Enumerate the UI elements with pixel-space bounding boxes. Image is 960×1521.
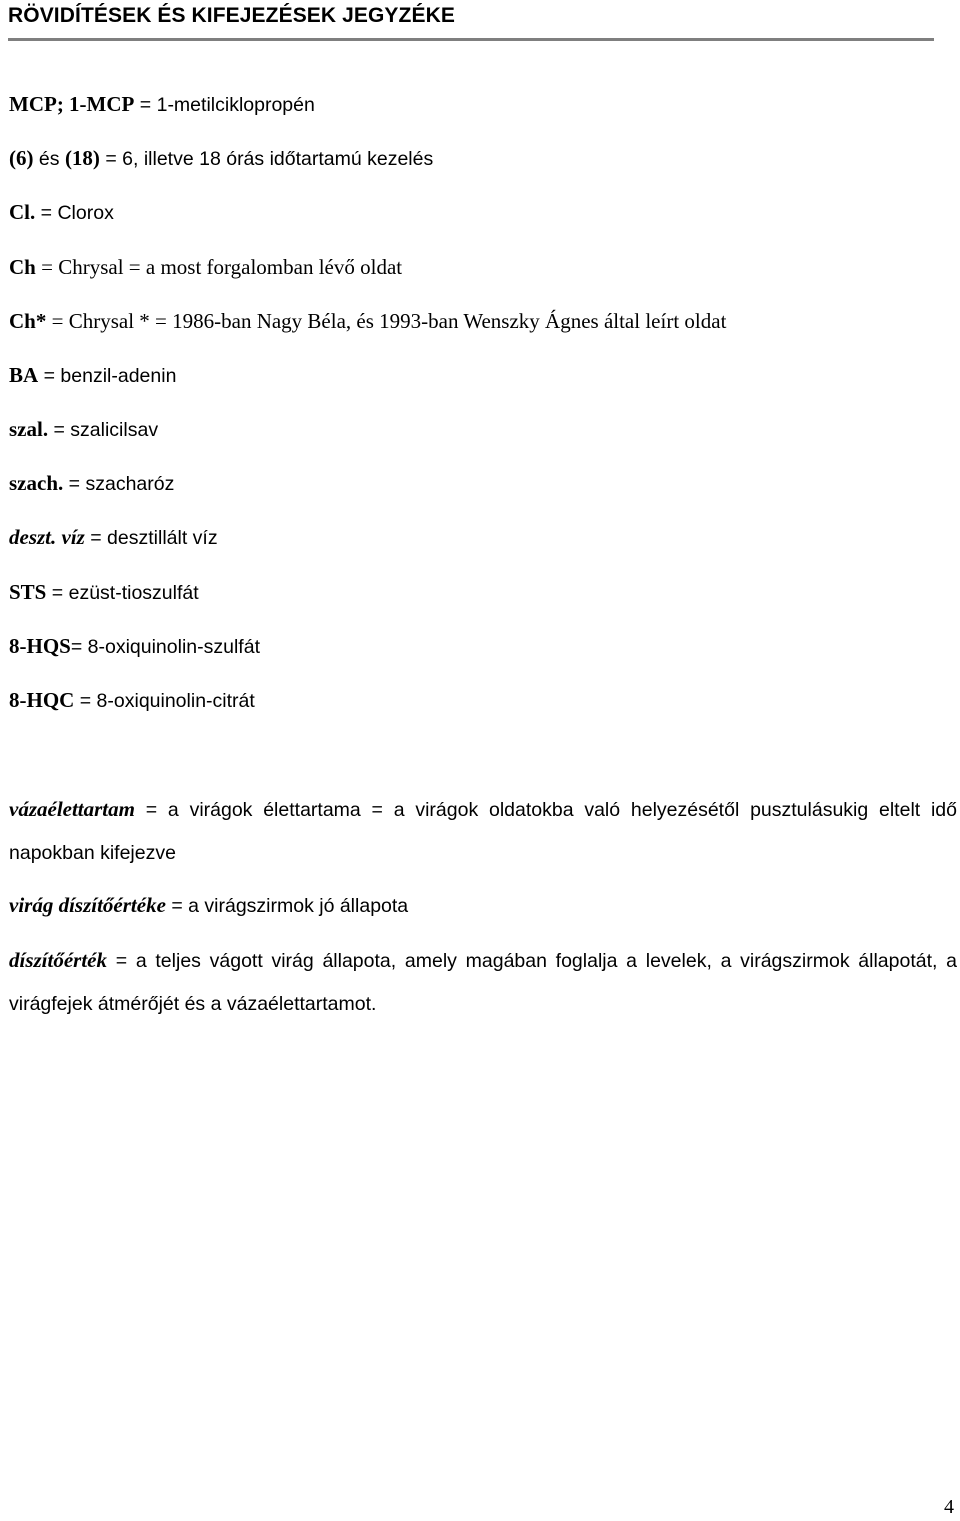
abbreviation-definition: = desztillált víz bbox=[84, 527, 218, 549]
term-definition: = a virágok élettartama = a virágok oldatokba való helyezésétől pusztulásukig eltelt idő napokban kifejezve bbox=[9, 799, 957, 864]
abbreviation-entry-sts bbox=[9, 580, 199, 605]
abbreviation-definition: = 1-metilciklopropén bbox=[134, 94, 315, 116]
abbreviation: deszt. víz bbox=[9, 525, 85, 549]
abbreviation-second: (18) bbox=[64, 146, 100, 170]
term-definition: = a virágszirmok jó állapota bbox=[165, 895, 409, 917]
term-definition-virag-diszitoerteke bbox=[9, 884, 957, 927]
abbreviation-definition: = szalicilsav bbox=[48, 419, 159, 441]
abbreviation-entry-mcp bbox=[9, 92, 315, 117]
abbreviation-entry-chrysal-star bbox=[9, 309, 726, 333]
page-number: 4 bbox=[944, 1496, 954, 1518]
abbreviation-definition: = benzil-adenin bbox=[38, 365, 177, 387]
abbreviation-definition: = 8-oxiquinolin-szulfát bbox=[70, 636, 260, 658]
abbreviation-definition: = 8-oxiquinolin-citrát bbox=[74, 690, 255, 712]
term-definition: = a teljes vágott virág állapota, amely magában foglalja a levelek, a virágszirmok állapotát, a virágfejek átmérőjét és a vázaélettartamot. bbox=[9, 950, 957, 1015]
abbreviation-entry-clorox bbox=[9, 200, 114, 225]
abbreviation-definition: = Clorox bbox=[35, 202, 114, 224]
abbreviation-entry-szal bbox=[9, 417, 158, 442]
abbreviation: MCP; 1-MCP bbox=[9, 92, 135, 116]
abbreviation: 8-HQS bbox=[9, 634, 71, 658]
abbreviation-definition: = Chrysal * = 1986-ban Nagy Béla, és 1993-ban Wenszky Ágnes által leírt oldat bbox=[46, 309, 727, 333]
abbreviation-entry-deszt-viz bbox=[9, 525, 218, 550]
abbreviation-definition: = 6, illetve 18 órás időtartamú kezelés bbox=[99, 148, 434, 170]
page-header bbox=[8, 4, 934, 41]
abbreviation-entry-8-hqs bbox=[9, 634, 260, 659]
abbreviation: Cl. bbox=[9, 200, 36, 224]
abbreviation-connector: és bbox=[33, 148, 65, 170]
term-definition-diszitoertek bbox=[9, 939, 957, 1025]
abbreviation: (6) bbox=[9, 146, 34, 170]
abbreviation: Ch* bbox=[9, 309, 47, 333]
abbreviation: BA bbox=[9, 363, 39, 387]
abbreviation: STS bbox=[9, 580, 47, 604]
abbreviation-definition: = Chrysal = a most forgalomban lévő oldat bbox=[35, 255, 403, 279]
abbreviation: Ch bbox=[9, 255, 36, 279]
abbreviation: 8-HQC bbox=[9, 688, 75, 712]
abbreviation-entry-8-hqc bbox=[9, 688, 255, 713]
abbreviation-definition: = ezüst-tioszulfát bbox=[46, 582, 199, 604]
abbreviation: szach. bbox=[9, 471, 64, 495]
term: vázaélettartam bbox=[9, 797, 135, 821]
abbreviation-definition: = szacharóz bbox=[63, 473, 175, 495]
abbreviation-entry-chrysal bbox=[9, 255, 402, 279]
page-title: RÖVIDÍTÉSEK ÉS KIFEJEZÉSEK JEGYZÉKE bbox=[8, 4, 455, 27]
term-definition-vazaelettartam bbox=[9, 788, 957, 874]
term: virág díszítőértéke bbox=[9, 893, 166, 917]
abbreviation: szal. bbox=[9, 417, 49, 441]
abbreviation-entry-treatment-duration bbox=[9, 146, 433, 171]
abbreviation-entry-szach bbox=[9, 471, 174, 496]
abbreviation-entry-ba bbox=[9, 363, 176, 388]
term: díszítőérték bbox=[9, 948, 107, 972]
